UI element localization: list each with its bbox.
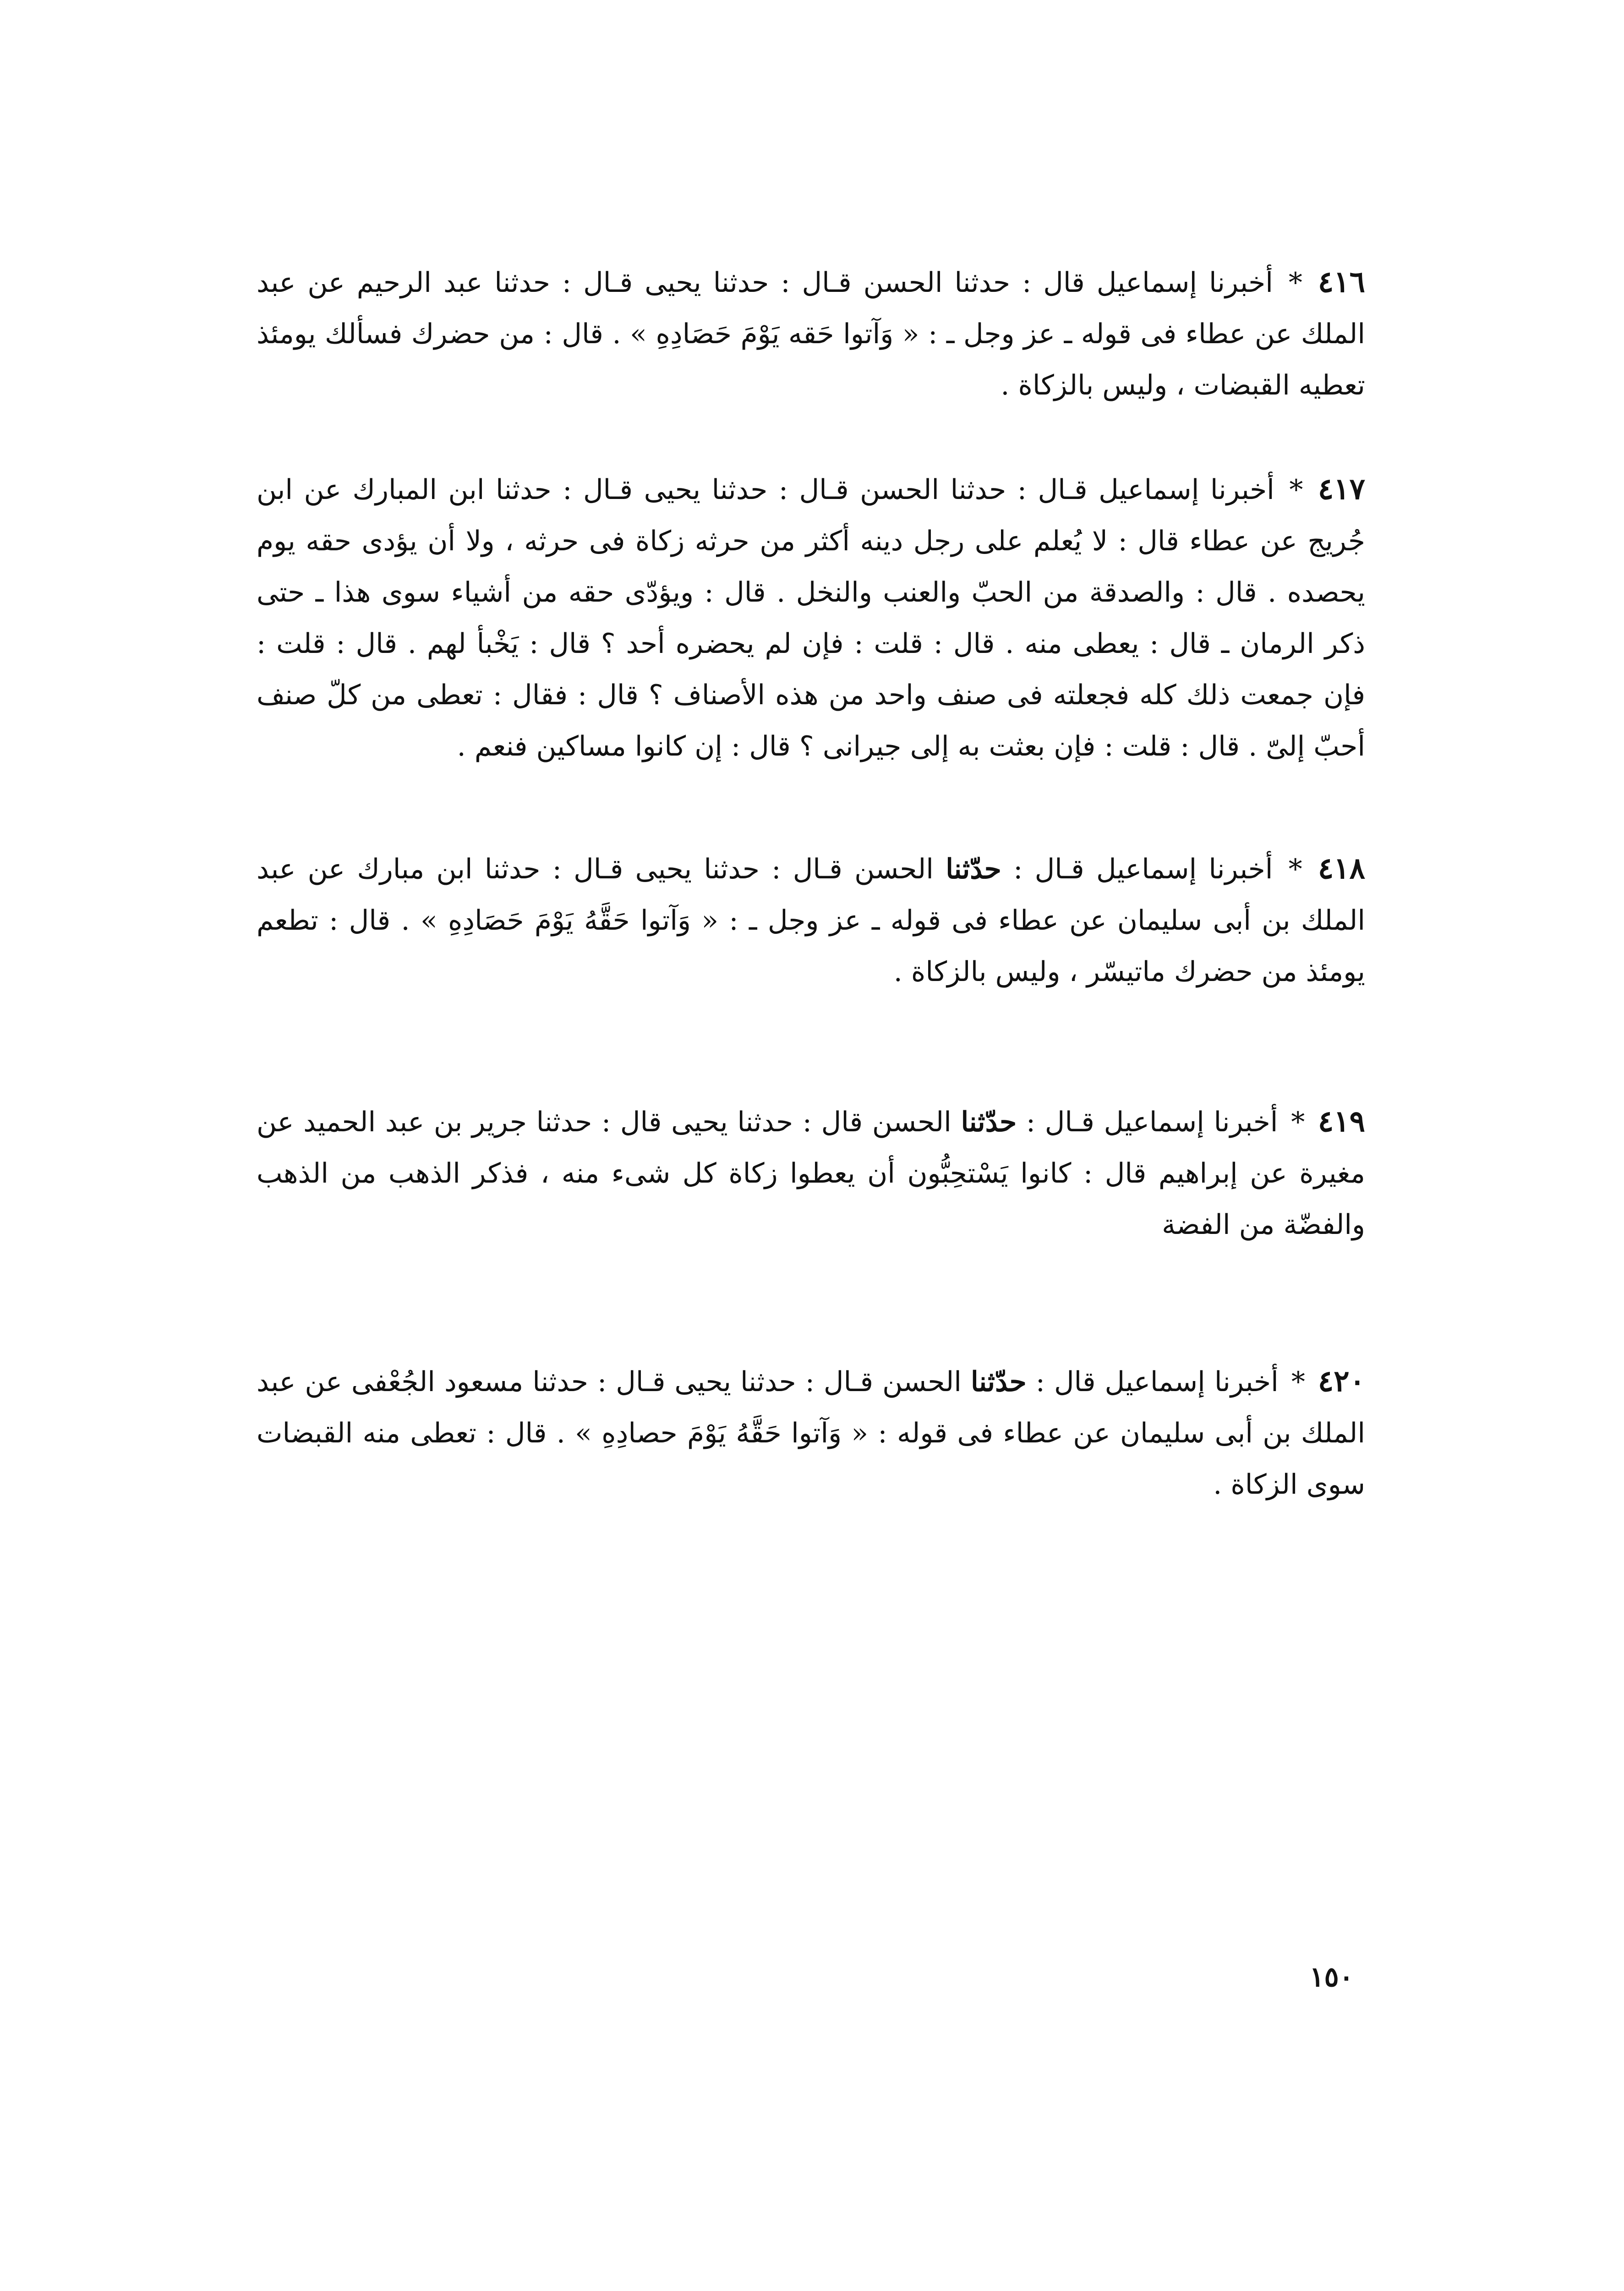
entry-text-bold: حدّثنا (961, 1106, 1017, 1138)
entry-text-start: أخبرنا إسماعيل قـال : (1001, 853, 1273, 885)
entry-text-bold: حدّثنا (946, 853, 1001, 885)
entry-number: ٤١٩ (1318, 1104, 1366, 1139)
hadith-entry-418 (257, 843, 1365, 998)
entry-separator: * (1289, 474, 1303, 506)
hadith-entry-419 (257, 1096, 1365, 1250)
entry-text-start: أخبرنا إسماعيل قال : (1026, 1366, 1279, 1398)
entry-number: ٤٢٠ (1318, 1364, 1365, 1398)
hadith-entry-420 (257, 1356, 1365, 1510)
entry-number: ٤١٦ (1318, 265, 1366, 299)
entry-separator: * (1291, 1106, 1305, 1138)
page-number: ١٥٠ (1309, 1961, 1354, 1993)
entry-number: ٤١٧ (1318, 472, 1365, 506)
page-body (257, 257, 1365, 2135)
entry-text-bold: حدّثنا (971, 1366, 1027, 1398)
entry-text: أخبرنا إسماعيل قال : حدثنا الحسن قـال : حدثنا يحيى قـال : حدثنا عبد الرحيم عن عبد الملك عن عطاء فى قوله ـ عز وجل ـ : « وَآتوا حَقه يَوْمَ حَصَادِهِ » . قال : من حضرك فسألك يومئذ تعطيه القبضات ، وليس بالزكاة . (257, 267, 1365, 401)
entry-text-rest: الحسن قـال : حدثنا يحيى قـال : حدثنا مسعود الجُعْفى عن عبد الملك بن أبى سليمان عن عطاء فى قوله : « وَآتوا حَقَّهُ يَوْمَ حصادِهِ » . قال : تعطى منه القبضات سوى الزكاة . (257, 1366, 1365, 1501)
hadith-entry-416 (257, 257, 1365, 411)
entry-number: ٤١٨ (1318, 851, 1366, 886)
entry-text: أخبرنا إسماعيل قـال : حدثنا الحسن قـال : حدثنا يحيى قـال : حدثنا ابن المبارك عن ابن جُريج عن عطاء قال : لا يُعلم على رجل دينه أكثر من حرثه زكاة فى حرثه ، ولا أن يؤدى حقه يوم يحصده . قال : والصدقة من الحبّ والعنب والنخل . قال : ويؤدّى حقه من أشياء سوى هذا ـ حتى ذكر الرمان ـ قال : يعطى منه . قال : قلت : فإن لم يحضره أحد ؟ قال : يَخْبأ لهم . قال : قلت : فإن جمعت ذلك كله فجعلته فى صنف واحد من هذه الأصناف ؟ قال : فقال : تعطى من كلّ صنف أحبّ إلىّ . قال : قلت : فإن بعثت به إلى جيرانى ؟ قال : إن كانوا مساكين فنعم . (257, 474, 1365, 762)
entry-separator: * (1288, 267, 1302, 299)
entry-text-rest: الحسن قال : حدثنا يحيى قال : حدثنا جرير بن عبد الحميد عن مغيرة عن إبراهيم قال : كانوا يَسْتحِبُّون أن يعطوا زكاة كل شىء منه ، فذكر الذهب من الذهب والفضّة من الفضة (257, 1106, 1365, 1241)
entry-separator: * (1288, 853, 1302, 885)
hadith-entry-417 (257, 464, 1365, 772)
entry-text-start: أخبرنا إسماعيل قـال : (1017, 1106, 1278, 1138)
entry-separator: * (1291, 1366, 1305, 1398)
entry-text-rest: الحسن قـال : حدثنا يحيى قـال : حدثنا ابن مبارك عن عبد الملك بن أبى سليمان عن عطاء فى قوله ـ عز وجل ـ : « وَآتوا حَقَّهُ يَوْمَ حَصَادِهِ » . قال : تطعم يومئذ من حضرك ماتيسّر ، وليس بالزكاة . (257, 853, 1365, 988)
